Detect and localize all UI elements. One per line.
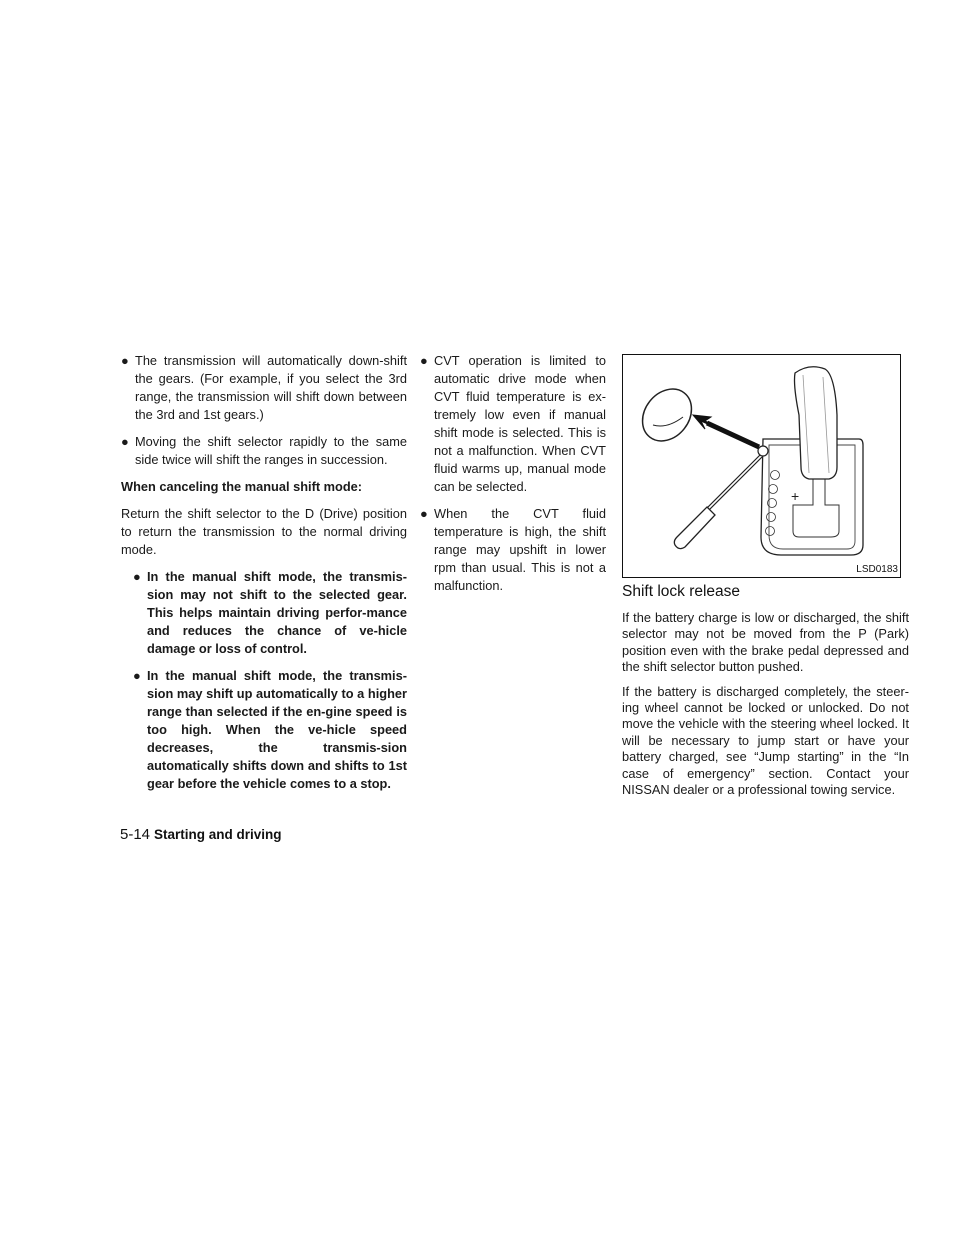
bullet-icon: ● [420, 353, 428, 368]
figure-label: LSD0183 [856, 564, 898, 575]
paragraph: If the battery is discharged completely, the steer-ing wheel cannot be locked or unlocked. Do not move the vehicle with the steering wheel locked. It will be necessary to jump start or have your battery charged, see “Jump starting” in the “In case of emergency” section. Contact your NISSAN dealer or a professional towing service. [622, 683, 909, 798]
list-item-text: The transmission will automatically down-shift the gears. (For example, if you select the 3rd range, the transmission will shift down between the 3rd and 1st gears.) [135, 353, 407, 422]
column-left [121, 352, 407, 802]
screwdriver-handle [674, 507, 715, 549]
bullet-icon: ● [121, 353, 129, 368]
bullet-icon: ● [420, 506, 428, 521]
list-item-text: When the CVT fluid temperature is high, the shift range may upshift in lower rpm than usual. This is not a malfunction. [434, 506, 606, 593]
shift-selector-drawing [623, 355, 899, 576]
page-footer [120, 826, 282, 844]
page-number: 5-14 [120, 826, 151, 843]
shift-lock-illustration [622, 354, 901, 578]
paragraph: Return the shift selector to the D (Drive) position to return the transmission to the normal driving mode. [121, 506, 407, 557]
shift-lock-cap [632, 379, 701, 450]
subheading: When canceling the manual shift mode: [121, 479, 363, 494]
section-body [622, 610, 909, 806]
chapter-title: Starting and driving [154, 827, 282, 842]
warning-item [133, 568, 407, 658]
screwdriver-shaft [707, 457, 762, 512]
plus-sign: + [791, 488, 800, 504]
indicator-mark [771, 471, 780, 480]
bullet-icon: ● [133, 668, 141, 683]
list-item-text: CVT operation is limited to automatic drive mode when CVT fluid temperature is ex-tremely low even if manual shift mode is selected. This is not a malfunction. When CVT fluid warms up, manual mode can be selected. [434, 353, 606, 494]
warning-text: In the manual shift mode, the transmis-sion may shift up automatically to a higher range than selected if the en-gine speed is too high. When the ve-hicle speed decreases, the transmis-sion automatically shifts down and shifts to 1st gear before the vehicle comes to a stop. [147, 668, 407, 791]
section-title: Shift lock release [622, 583, 741, 600]
screwdriver-shaft [705, 455, 760, 510]
list-item [420, 505, 606, 595]
column-middle [420, 352, 606, 604]
bullet-icon: ● [133, 569, 141, 584]
list-item [420, 352, 606, 496]
arrow-shaft [707, 423, 759, 447]
bullet-icon: ● [121, 434, 129, 449]
list-item [121, 352, 407, 424]
list-item-text: Moving the shift selector rapidly to the same side twice will shift the ranges in succession. [135, 434, 407, 467]
warning-item [133, 667, 407, 793]
shift-lock-hole [758, 446, 768, 456]
indicator-mark [766, 527, 775, 536]
shift-knob [795, 367, 838, 479]
warning-text: In the manual shift mode, the transmis-sion may not shift to the selected gear. This helps maintain driving perfor-mance and reduces the chance of ve-hicle damage or loss of control. [147, 569, 407, 656]
indicator-mark [767, 513, 776, 522]
indicator-mark [769, 485, 778, 494]
paragraph: If the battery charge is low or discharged, the shift selector may not be moved from the P (Park) position even with the brake pedal depressed and the shift selector button pushed. [622, 610, 909, 675]
list-item [121, 433, 407, 469]
